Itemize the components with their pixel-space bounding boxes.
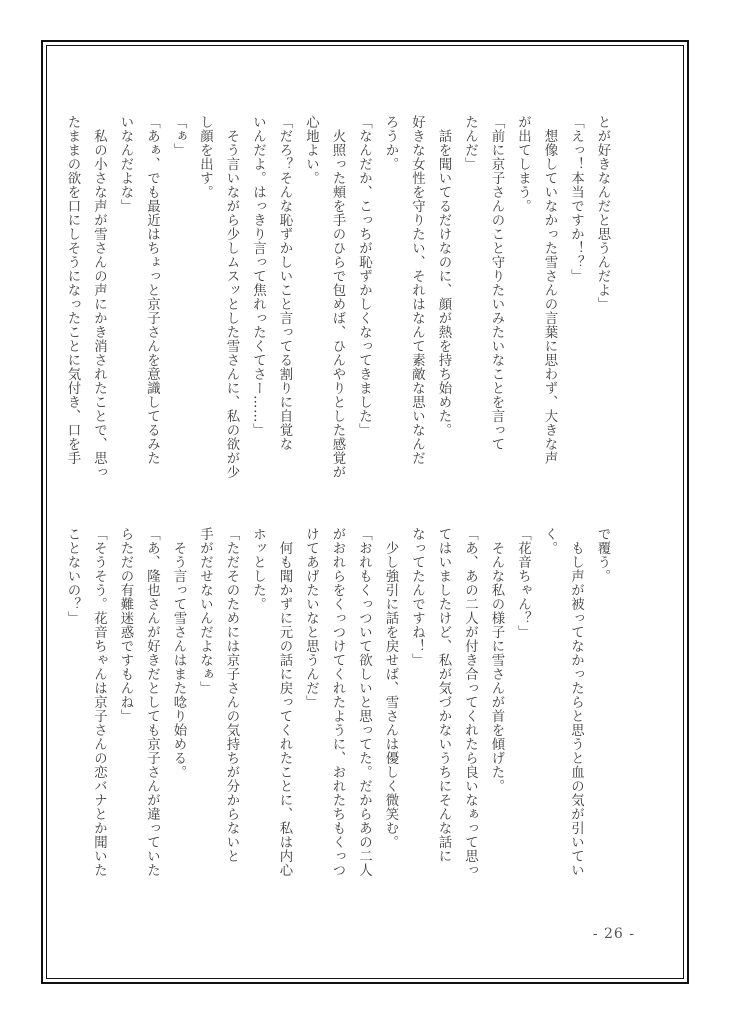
text-line: ろうか。 <box>383 115 398 171</box>
text-line: がおれらをくっつけてくれたように、おれたちもくっつ <box>330 527 345 877</box>
text-line: らただの有難迷惑ですもんね」 <box>118 527 133 723</box>
text-line: なってたんですね！」 <box>409 527 425 667</box>
text-line: 話を聞いてるだけなのに、顔が熱を持ち始めた。 <box>436 115 451 437</box>
text-line: 「花音ちゃん？」 <box>515 527 531 639</box>
text-line: 私の小さな声が雪さんの声にかき消されたことで、思っ <box>91 115 107 479</box>
text-line: いなんだよな」 <box>118 115 133 213</box>
text-line: たんだ」 <box>462 115 478 171</box>
text-line: 手がだせないんだよなぁ」 <box>197 527 213 695</box>
text-line: ホッとした。 <box>250 527 266 611</box>
text-line: もし声が被ってなかったらと思うと血の気が引いてい <box>568 527 584 877</box>
text-line: 「ただそのためには京子さんの気持ちが分からないと <box>224 527 239 863</box>
text-line: ことないの？」 <box>65 527 80 625</box>
text-line: 「前に京子さんのこと守りたいみたいなことを言って <box>489 115 504 451</box>
text-line: 「あ、隆也さんが好きだとしても京子さんが違っていた <box>144 527 160 877</box>
text-line: 「ぁ」 <box>171 115 186 157</box>
text-line: が出てしまう。 <box>515 115 531 213</box>
text-line: 何も聞かずに元の話に戻ってくれたことに、私は内心 <box>277 527 292 877</box>
text-line: そう言って雪さんはまた唸り始める。 <box>171 527 186 779</box>
text-line: 「あ、あの二人が付き合ってくれたら良いなぁって思っ <box>462 527 478 877</box>
text-line: 「おれもくっついて欲しいと思ってた。だからあの二人 <box>356 527 372 877</box>
text-line: し顔を出す。 <box>197 115 213 199</box>
text-line: たままの欲を口にしそうになったことに気付き、口を手 <box>65 115 80 465</box>
text-line: 好きな女性を守りたい、それはなんて素敵な思いなんだ <box>409 115 425 465</box>
text-line: 心地よい。 <box>303 115 319 185</box>
text-line: 「あぁ、でも最近はちょっと京子さんを意識してるみた <box>144 115 160 465</box>
text-line: てはいましたけど、私が気づかないうちにそんな話に <box>436 527 451 863</box>
text-line: く。 <box>542 527 557 555</box>
page-number: - 26 - <box>592 926 635 942</box>
text-line: 火照った頬を手のひらで包めば、ひんやりとした感覚が <box>330 115 345 479</box>
text-line: で覆う。 <box>595 527 610 583</box>
text-line: 「なんだか、こっちが恥ずかしくなってきました」 <box>356 115 372 437</box>
text-line: けてあげたいなと思うんだ」 <box>303 527 319 709</box>
text-line: そんな私の様子に雪さんが首を傾げた。 <box>489 527 504 793</box>
upper-text-block <box>59 115 616 480</box>
text-line: 少し強引に話を戻せば、雪さんは優しく微笑む。 <box>383 527 398 849</box>
text-line: 「えっ！本当ですか！？」 <box>568 115 584 283</box>
text-line: そう言いながら少しムスッとした雪さんに、私の欲が少 <box>224 115 239 479</box>
text-line: 想像していなかった雪さんの言葉に思わず、大きな声 <box>542 115 557 465</box>
text-line: 「だろ？そんな恥ずかしいこと言ってる割りに自覚な <box>277 115 292 451</box>
text-line: いんだよ。はっきり言って焦れったくてさー……」 <box>250 115 266 437</box>
lower-text-block <box>59 527 616 907</box>
text-line: 「そうそう。花音ちゃんは京子さんの恋バナとか聞いた <box>91 527 107 877</box>
text-line: とが好きなんだと思うんだよ」 <box>595 115 610 311</box>
